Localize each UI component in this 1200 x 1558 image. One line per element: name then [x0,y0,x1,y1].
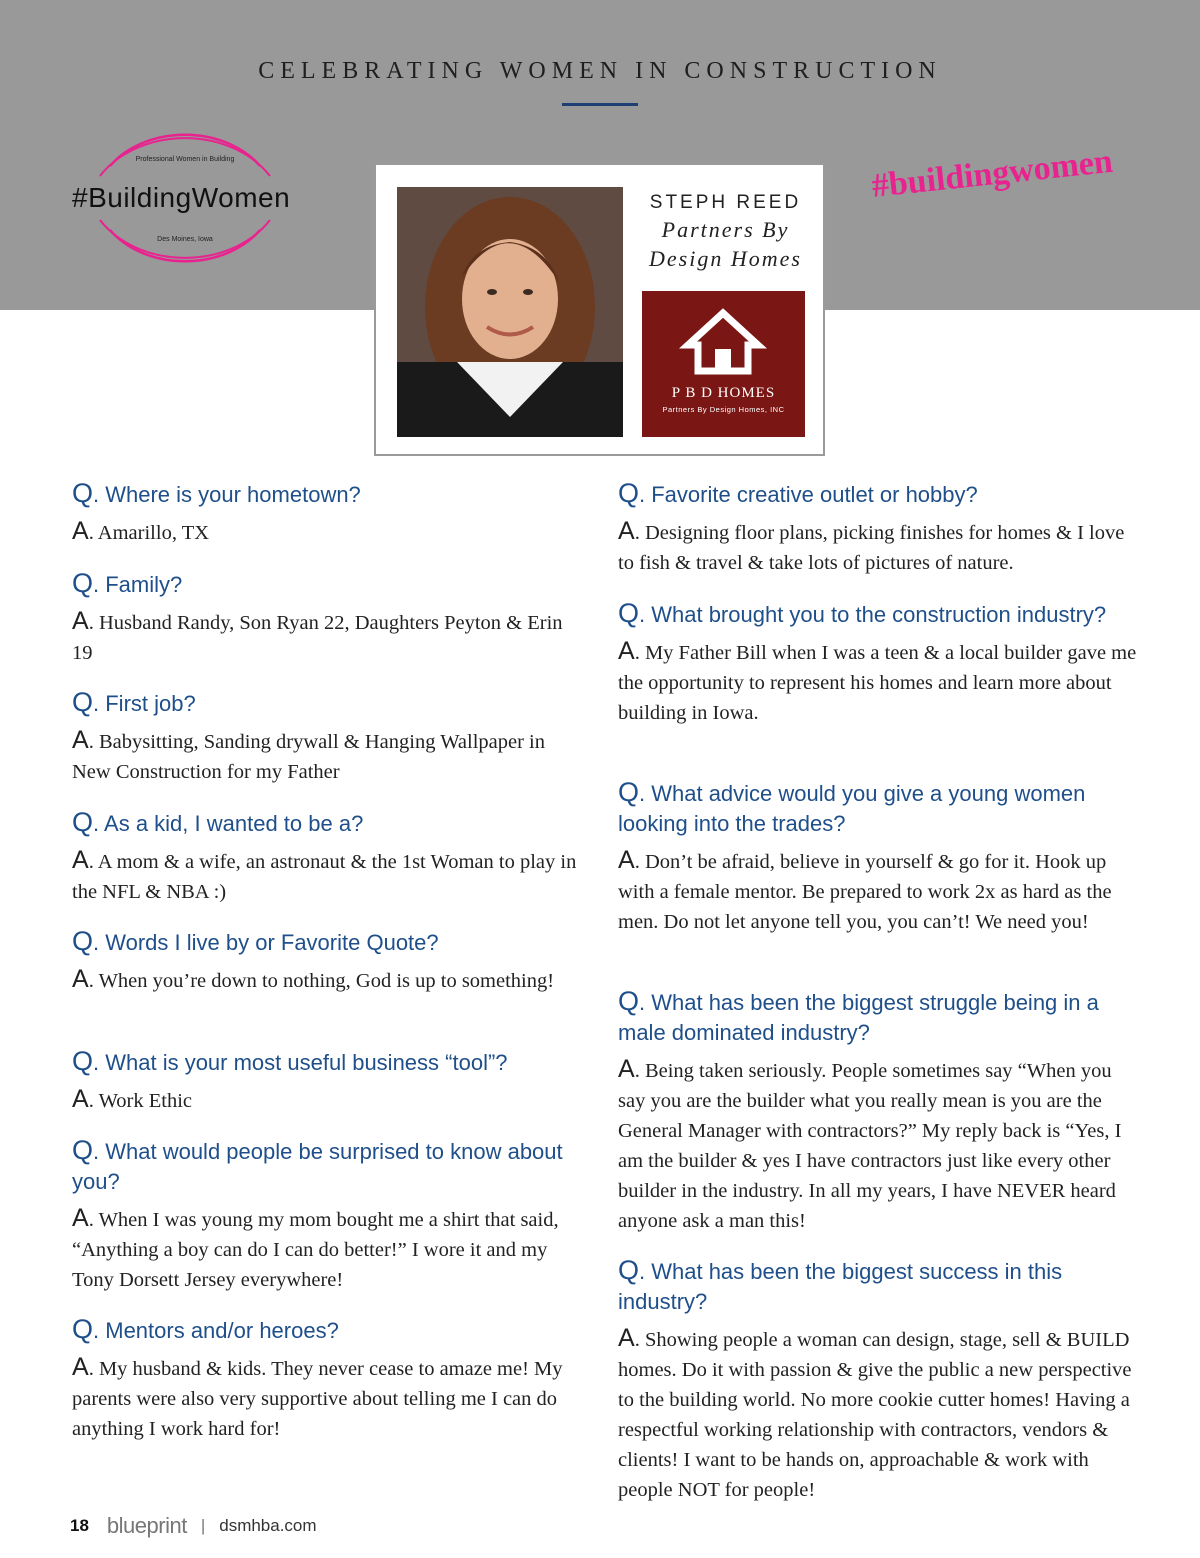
answer-text: . Babysitting, Sanding drywall & Hanging Wallpaper in New Construction for my Father [72,731,546,783]
answer [72,1084,577,1116]
question [72,807,577,839]
answer [72,606,577,668]
answer-text: . My husband & kids. They never cease to amaze me! My parents were also very supportive about telling me I can do anything I work hard for! [72,1358,563,1440]
question-text: . Family? [93,572,183,597]
answer-text: . Designing floor plans, picking finishes for homes & I love to fish & travel & take lots of pictures of nature. [618,522,1125,574]
answer [72,1203,577,1295]
blueprint-logo: blueprint [106,1513,187,1538]
answer-text: . My Father Bill when I was a teen & a local builder gave me the opportunity to represent his homes and learn more about building in Iowa. [618,642,1137,724]
question [618,1255,1138,1317]
q-label: Q [72,1135,94,1165]
qa-item [72,807,577,907]
question-text: . What is your most useful business “tool”? [93,1050,508,1075]
pbd-homes-logo [642,291,805,437]
q-label: Q [72,926,94,956]
question [72,478,577,510]
question [618,478,1138,510]
q-label: Q [72,568,94,598]
question-text: . What has been the biggest struggle being in a male dominated industry? [618,990,1099,1045]
question-text: . What would people be surprised to know about you? [72,1139,563,1194]
answer-text: . Work Ethic [88,1090,192,1112]
qa-item [72,568,577,668]
question [72,687,577,719]
question [72,926,577,958]
question-text: . Favorite creative outlet or hobby? [639,482,978,507]
footer-site-link[interactable]: dsmhba.com [219,1516,317,1535]
a-label: A [72,726,89,754]
qa-item [618,478,1138,578]
qa-item [618,1255,1138,1505]
badge-hashtag: #BuildingWomen [72,182,291,213]
qa-item [72,478,577,548]
profile-card [374,163,825,456]
a-label: A [618,1055,635,1083]
qa-item [72,1314,577,1444]
q-label: Q [72,687,94,717]
answer-text: . Being taken seriously. People sometimes say “When you say you are the builder what you really mean is you are the General Manager with contractors?” My reply back is “Yes, I am the builder & yes I have contractors just like every other builder in the industry. In all my years, I have NEVER heard anyone ask a man this! [618,1060,1122,1232]
question-text: . First job? [93,691,196,716]
portrait-icon [397,187,623,437]
a-label: A [72,607,89,635]
question-text: . Where is your hometown? [93,482,361,507]
answer [618,845,1138,937]
question [72,1314,577,1346]
q-label: Q [72,1314,94,1344]
building-women-badge [60,118,310,278]
qa-item [618,777,1138,937]
qa-item [72,926,577,996]
q-label: Q [618,598,640,628]
badge-top-text: Professional Women in Building [135,156,235,163]
profile-name: STEPH REED [649,192,802,213]
a-label: A [618,1324,635,1352]
answer-text: . Amarillo, TX [88,522,210,544]
profile-photo [397,187,623,437]
question [618,598,1138,630]
answer [72,725,577,787]
q-label: Q [618,986,640,1016]
a-label: A [72,965,89,993]
page-number: 18 [70,1516,89,1535]
qa-item [618,986,1138,1236]
q-label: Q [618,777,640,807]
a-label: A [72,517,89,545]
question-text: . What brought you to the construction industry? [639,602,1107,627]
badge-bottom-text: Des Moines, Iowa [157,236,213,243]
house-icon [642,291,805,381]
title-rule [562,103,638,106]
answer-text: . Don’t be afraid, believe in yourself & go for it. Hook up with a female mentor. Be prepared to work 2x as hard as the men. Do not let anyone tell you, you can’t! We need you! [618,851,1112,933]
page-footer [70,1513,317,1543]
q-label: Q [618,478,640,508]
a-label: A [618,637,635,665]
answer-text: . A mom & a wife, an astronaut & the 1st Woman to play in the NFL & NBA :) [72,851,577,903]
question-text: . As a kid, I wanted to be a? [93,811,364,836]
question-text: . What has been the biggest success in this industry? [618,1259,1063,1314]
q-label: Q [72,1046,94,1076]
answer [72,845,577,907]
answer [72,516,577,548]
q-label: Q [72,807,94,837]
answer-text: . Showing people a woman can design, stage, sell & BUILD homes. Do it with passion & give the public a new perspective to the building world. No more cookie cutter homes! Having a respectful working relationship with contractors, vendors & clients! I want to be hands on, approachable & work with people NOT for people! [618,1329,1132,1501]
question-text: . Mentors and/or heroes? [93,1318,339,1343]
qa-item [72,1046,577,1116]
answer [72,964,577,996]
answer [618,1323,1138,1505]
company-line-2: Design Homes [649,246,802,271]
profile-company [638,215,813,273]
question [618,986,1138,1048]
a-label: A [618,846,635,874]
question [72,1046,577,1078]
pink-hashtag: #buildingwomen [870,142,1115,205]
footer-separator: | [200,1516,206,1535]
answer [618,1054,1138,1236]
question [618,777,1138,839]
answer-text: . When I was young my mom bought me a shirt that said, “Anything a boy can do I can do better!” I wore it and my Tony Dorsett Jersey everywhere! [72,1209,559,1291]
logo-name: P B D HOMES [671,385,776,401]
section-title: CELEBRATING WOMEN IN CONSTRUCTION [258,58,942,84]
a-label: A [72,1085,89,1113]
answer [72,1352,577,1444]
answer-text: . When you’re down to nothing, God is up to something! [88,970,555,992]
a-label: A [72,1353,89,1381]
question [72,1135,577,1197]
q-label: Q [618,1255,640,1285]
qa-item [618,598,1138,728]
question [72,568,577,600]
q-label: Q [72,478,94,508]
question-text: . Words I live by or Favorite Quote? [93,930,439,955]
a-label: A [618,517,635,545]
answer-text: . Husband Randy, Son Ryan 22, Daughters Peyton & Erin 19 [72,612,563,664]
answer [618,516,1138,578]
a-label: A [72,846,89,874]
qa-item [72,1135,577,1295]
company-line-1: Partners By [661,217,790,242]
qa-item [72,687,577,787]
logo-subtitle: Partners By Design Homes, INC [662,405,785,414]
a-label: A [72,1204,89,1232]
answer [618,636,1138,728]
question-text: . What advice would you give a young women looking into the trades? [618,781,1086,836]
